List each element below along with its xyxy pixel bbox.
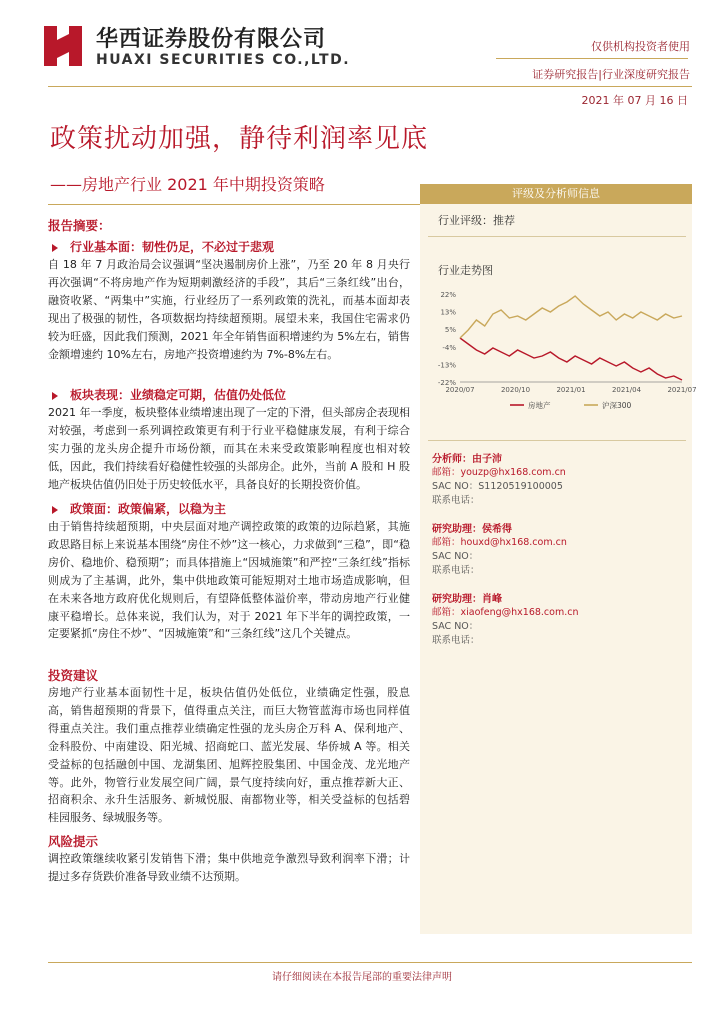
analyst-phone: 联系电话： xyxy=(432,495,480,506)
section-paragraph: 由于销售持续超预期，中央层面对地产调控政策的政策的边际趋紧，其施政思路目标上来说基本围绕“房住不炒”这一核心，力求做到“三稳”，即“稳房价、稳地价、稳预期”；而具体措施上“因城施策”和严控“三条红线”指标则成为了主基调，此外，集中供地政策可能短期对土地市场造成影响，但在未来各地方政府优化规则后，有望降低整体溢价率，带动房地产行业健康平稳增长。总体来说，我们认为，对于 2021 年下半年的调控政策，一定要紧抓“房住不炒”、“因城施策”和“三条红线”这几个关键点。 xyxy=(48,520,410,641)
x-tick-label: 2020/10 xyxy=(500,386,531,394)
audience-note: 仅供机构投资者使用 xyxy=(591,40,690,53)
page-title: 政策扰动加强，静待利润率见底 xyxy=(50,124,429,154)
y-tick-label: -22% xyxy=(437,379,456,387)
y-tick-label: 13% xyxy=(440,308,456,317)
analyst-title: 分析师：由子沛 xyxy=(432,454,502,465)
industry-rating: 行业评级：推荐 xyxy=(438,214,515,227)
legend-label: 沪深300 xyxy=(602,401,632,410)
analyst-email[interactable]: 邮箱：xiaofeng@hx168.com.cn xyxy=(432,607,579,618)
trend-chart-label: 行业走势图 xyxy=(438,264,493,277)
analyst-sac: SAC NO： xyxy=(432,621,479,632)
sidebar-divider xyxy=(428,236,686,237)
risk-heading: 风险提示 xyxy=(48,834,99,849)
y-tick-label: 22% xyxy=(440,291,456,299)
x-tick-label: 2021/04 xyxy=(611,386,642,394)
series-line xyxy=(460,296,682,338)
header-rule xyxy=(48,86,692,87)
y-tick-label: 5% xyxy=(444,326,456,335)
x-tick-label: 2021/07 xyxy=(667,386,697,394)
company-name-cn: 华西证券股份有限公司 xyxy=(96,27,327,52)
header-divider xyxy=(496,58,688,59)
section-paragraph: 2021 年一季度，板块整体业绩增速出现了一定的下滑，但头部房企表现相对较强，考虑到一系列调控政策更有利于行业平稳健康发展，有利于综合实力强的龙头房企提升市场份额，而其在未来受政策影响程度也相对较低，因此，我们持续看好稳健性较强的头部房企。此外，当前 A 股和 H 股地产板块估值仍旧处于历史较低水平，具备良好的长期投资价值。 xyxy=(48,406,410,491)
analyst-sac: SAC NO： xyxy=(432,551,479,562)
x-tick-label: 2020/07 xyxy=(445,386,475,394)
summary-heading: 报告摘要： xyxy=(48,218,111,233)
sidebar-header: 评级及分析师信息 xyxy=(420,184,692,204)
section-bullet: 政策面：政策偏紧，以稳为主 xyxy=(52,500,226,517)
bullet-triangle-icon xyxy=(52,244,58,252)
section-bullet: 行业基本面：韧性仍足，不必过于悲观 xyxy=(52,238,274,255)
legal-notice[interactable]: 请仔细阅读在本报告尾部的重要法律声明 xyxy=(272,972,452,983)
y-tick-label: -13% xyxy=(437,361,456,370)
industry-trend-chart xyxy=(430,286,697,420)
investment-paragraph: 房地产行业基本面韧性十足，板块估值仍处低位，业绩确定性强，股息高，销售超预期的背景下，值得重点关注，而巨大物管蓝海市场也同样值得重点关注。我们重点推荐业绩确定性强的龙头房企万科 A、保利地产、金科股份、中南建设、阳光城、招商蛇口、蓝光发展、华侨城 A 等。相关受益标的包括融创中国、龙湖集团、旭辉控股集团、中国金茂、龙光地产等。此外，物管行业发展空间广阔，景气度持续向好，重点推荐新大正、招商积余、永升生活服务、新城悦服、南都物业等，相关受益标的包括碧桂园服务、绿城服务等。 xyxy=(48,686,410,825)
company-logo-icon xyxy=(44,26,82,66)
company-name-en: HUAXI SECURITIES CO.,LTD. xyxy=(96,52,351,68)
section-bullet: 板块表现：业绩稳定可期，估值仍处低位 xyxy=(52,386,286,403)
sidebar-divider xyxy=(428,440,686,441)
legend-label: 房地产 xyxy=(528,401,551,410)
bullet-triangle-icon xyxy=(52,506,58,514)
analyst-sac: SAC NO：S1120519100005 xyxy=(432,481,563,492)
series-line xyxy=(460,338,682,380)
analyst-email[interactable]: 邮箱：houxd@hx168.com.cn xyxy=(432,537,567,548)
investment-heading: 投资建议 xyxy=(48,668,99,683)
section-paragraph: 自 18 年 7 月政治局会议强调“坚决遏制房价上涨”，乃至 20 年 8 月央行再次强调“不将房地产作为短期刺激经济的手段”，其后“三条红线”出台，融资收紧、“两集中”实施，行业经历了一系列政策的洗礼，而基本面却表现出了极强的韧性，各项数据均持续超预期。展望未来，我国住宅需求仍较为旺盛，因此我们预测，2021 年全年销售面积增速约为 5%左右，销售金额增速约 10%左右，房地产投资增速约为 7%-8%左右。 xyxy=(48,258,410,361)
analyst-phone: 联系电话： xyxy=(432,565,480,576)
page-subtitle: ——房地产行业 2021 年中期投资策略 xyxy=(50,175,325,194)
y-tick-label: -4% xyxy=(442,343,456,352)
analyst-phone: 联系电话： xyxy=(432,635,480,646)
report-type: 证券研究报告|行业深度研究报告 xyxy=(532,68,690,81)
bullet-triangle-icon xyxy=(52,392,58,400)
analyst-email[interactable]: 邮箱：youzp@hx168.com.cn xyxy=(432,467,566,478)
analyst-title: 研究助理：肖峰 xyxy=(432,594,502,605)
report-date: 2021 年 07 月 16 日 xyxy=(581,94,688,107)
footer-rule xyxy=(48,962,692,963)
analyst-title: 研究助理：侯希得 xyxy=(432,524,512,535)
x-tick-label: 2021/01 xyxy=(556,386,586,394)
risk-paragraph: 调控政策继续收紧引发销售下滑；集中供地竞争激烈导致利润率下滑；计提过多存货跌价准备导致业绩不达预期。 xyxy=(48,852,410,883)
